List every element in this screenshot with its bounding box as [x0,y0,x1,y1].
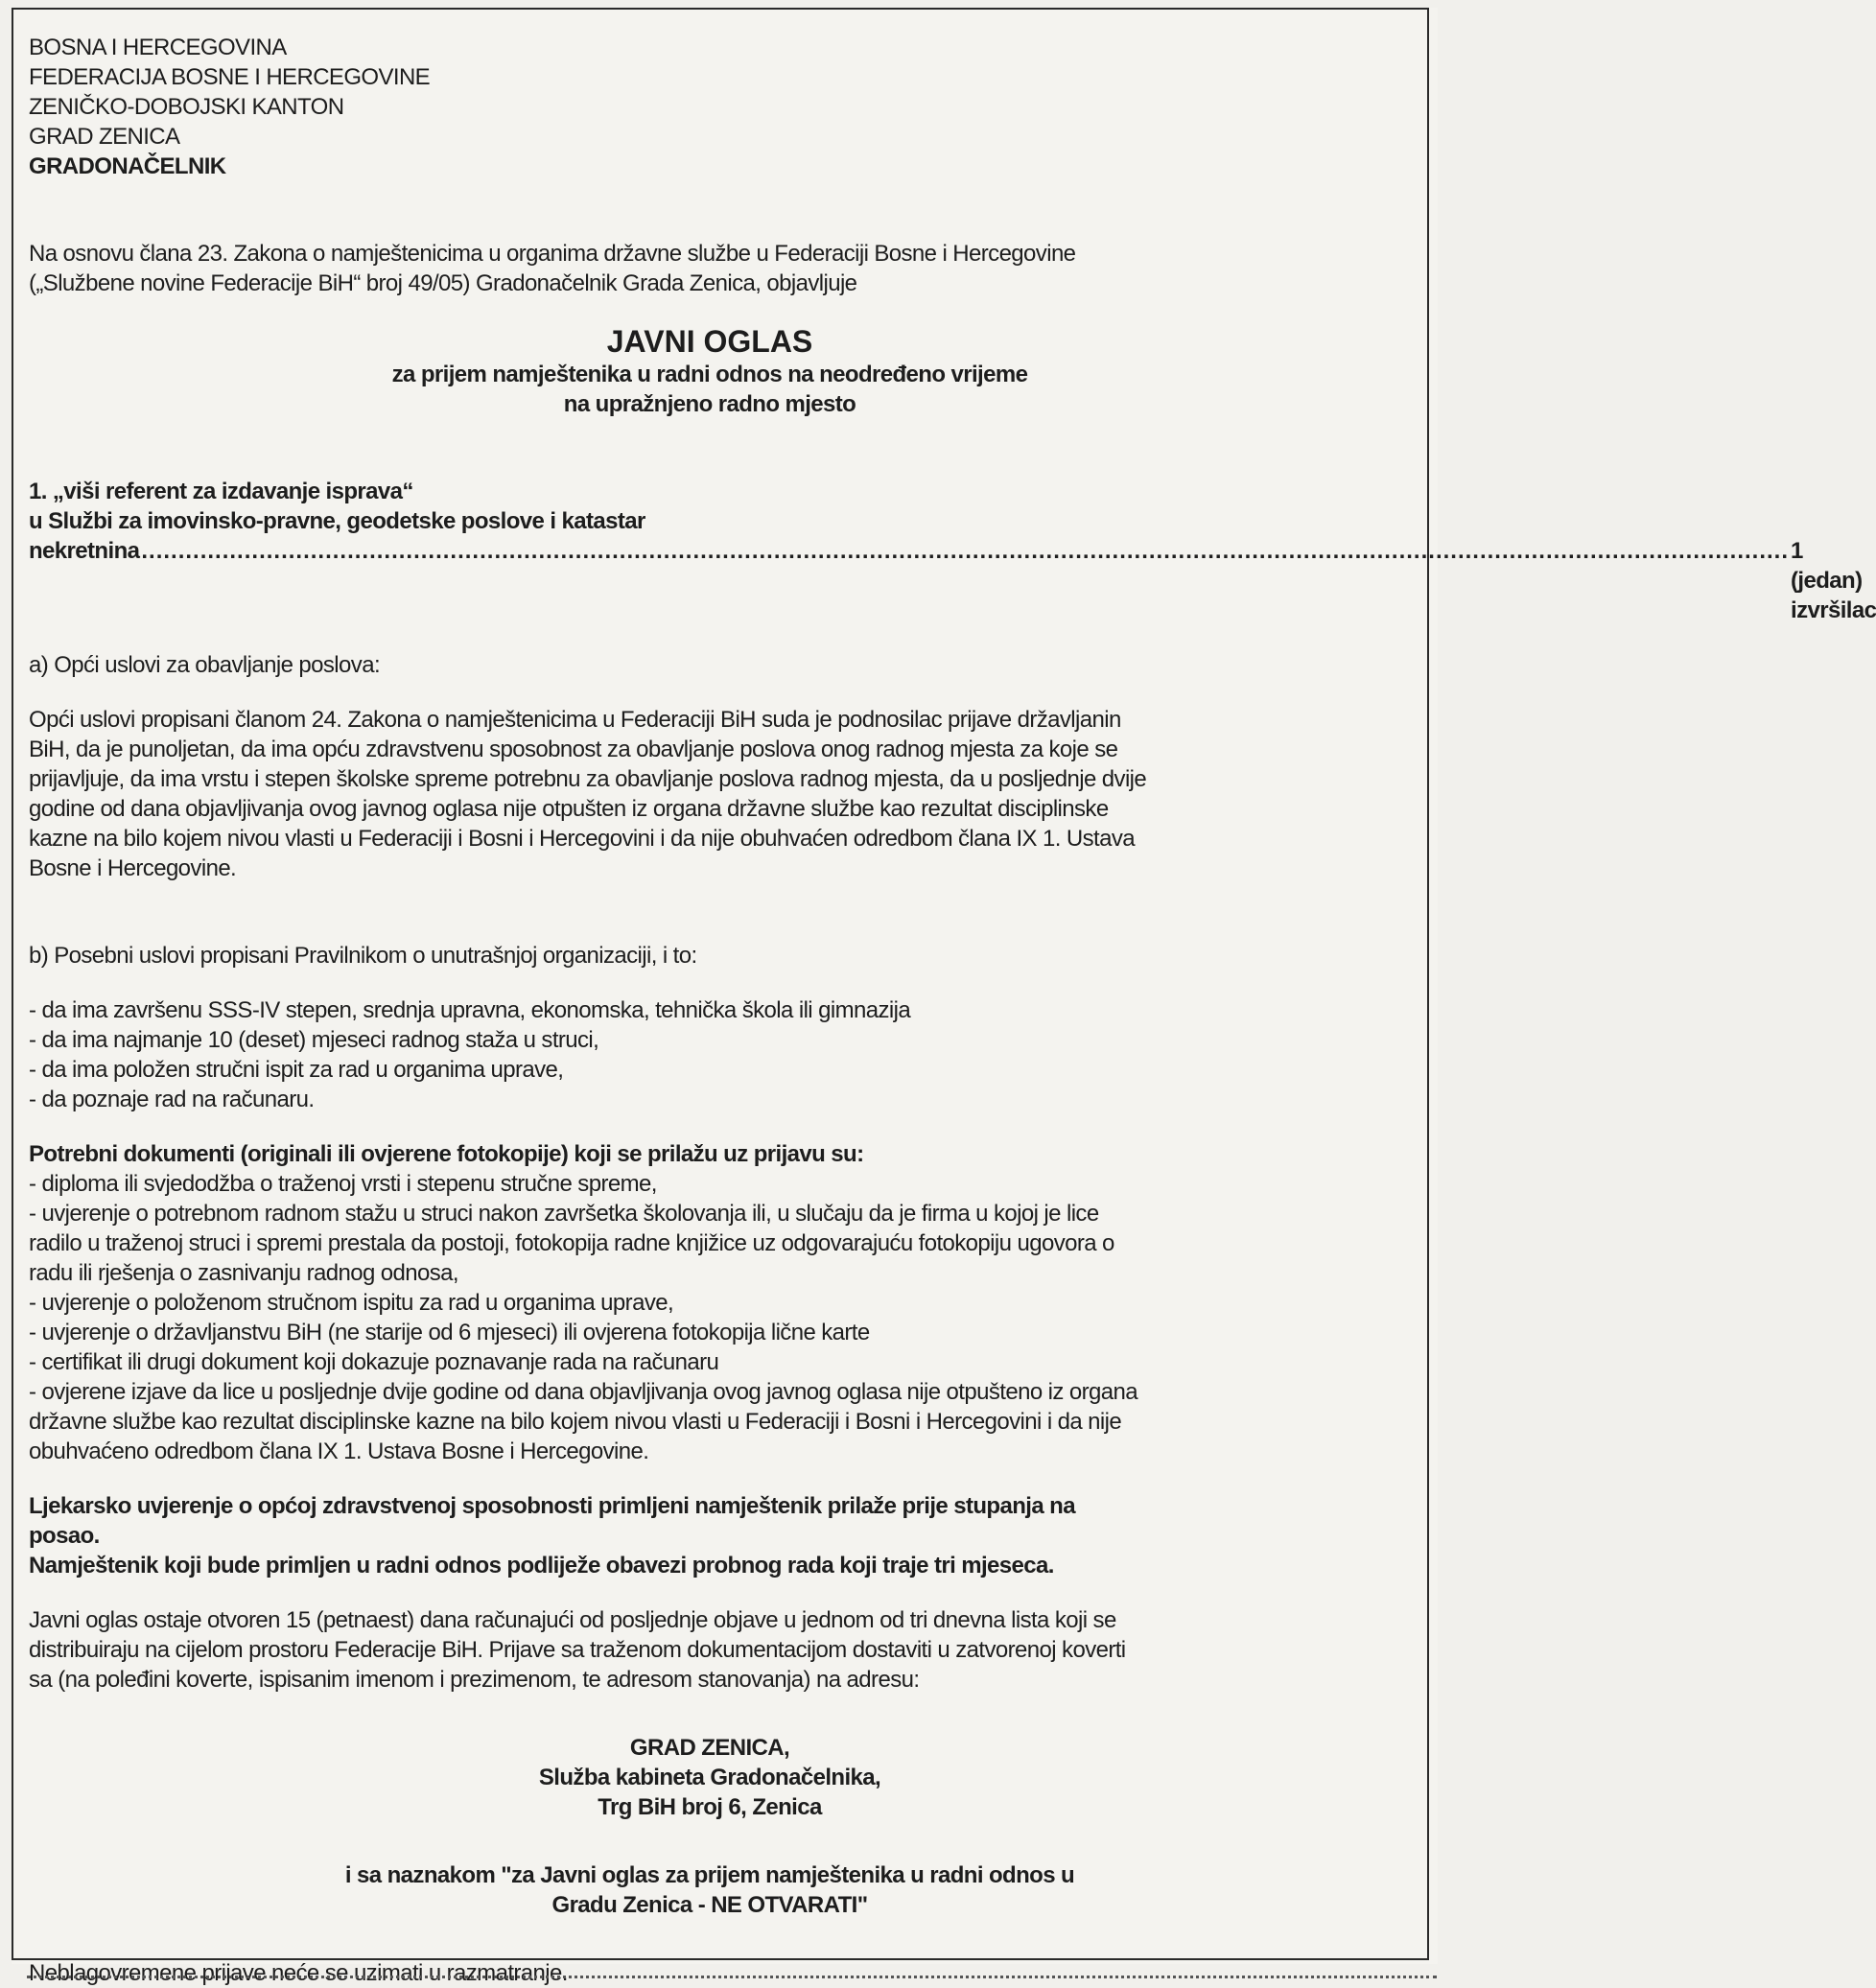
public-notice-box [12,8,1876,1986]
section-a-line: Bosne i Hercegovine. [29,855,237,881]
cut-line-divider [27,1976,1437,1978]
documents-line: državne službe kao rezultat disciplinske kazne na bilo kojem nivou vlasti u Federaciji i Bosni i Hercegovini i da nije [29,1409,1122,1435]
documents-heading: Potrebni dokumenti (originali ili ovjerene fotokopije) koji se prilažu uz prijavu su: [29,1141,864,1167]
address-line: GRAD ZENICA, [629,1735,790,1761]
subtitle-line: za prijem namještenika u radni odnos na neodređeno vrijeme [391,362,1028,387]
intro-paragraph [29,239,1391,298]
documents-line: - uvjerenje o potrebnom radnom stažu u struci nakon završetka školovanja ili, u slučaju da je firma u kojoj je lice [29,1201,1099,1227]
documents-line: - uvjerenje o državljanstvu BiH (ne starije od 6 mjeseci) ili ovjerena fotokopija lične karte [29,1320,870,1345]
intro-line: („Službene novine Federacije BiH“ broj 49/05) Gradonačelnik Grada Zenica, objavljuje [29,270,857,296]
notice-title: JAVNI OGLAS [606,324,813,359]
documents-line: radu ili rješenja o zasnivanju radnog odnosa, [29,1260,458,1286]
section-a-paragraph [29,705,1391,883]
position-line: 1. „viši referent za izdavanje isprava“ [29,479,413,504]
header-office: GRADONAČELNIK [29,153,226,179]
envelope-marking [29,1860,1391,1920]
address-line: Služba kabineta Gradonačelnika, [538,1765,881,1790]
list-item: - da ima položen stručni ispit za rad u organima uprave, [29,1057,564,1083]
position-vacancy-row [29,536,1876,625]
marking-line: i sa naznakom "za Javni oglas za prijem namještenika u radni odnos u [344,1862,1075,1888]
documents-section [29,1139,1391,1466]
documents-line: - certifikat ili drugi dokument koji dokazuje poznavanje rada na računaru [29,1349,719,1375]
section-b-list [29,995,1391,1114]
header-line: ZENIČKO-DOBOJSKI KANTON [29,94,344,120]
closing-line: sa (na poleđini koverte, ispisanim imenom i prezimenom, te adresom stanovanja) na adresu: [29,1667,920,1693]
issuer-header [29,33,1391,181]
position-line-left: nekretnina [29,538,140,564]
marking-line: Gradu Zenica - NE OTVARATI" [551,1892,868,1918]
note-line: Ljekarsko uvjerenje o općoj zdravstvenoj sposobnosti primljeni namještenik prilaže prije stupanja na [29,1493,1075,1519]
newspaper-page [12,8,1876,1986]
notice-subtitle [29,360,1391,419]
important-notes [29,1491,1391,1580]
footer-note: Neblagovremene prijave neće se uzimati u razmatranje. [29,1960,568,1986]
section-a-heading: a) Opći uslovi za obavljanje poslova: [29,652,381,678]
note-line: posao. [29,1523,100,1549]
intro-line: Na osnovu člana 23. Zakona o namještenicima u organima državne službe u Federaciji Bosne i Hercegovine [29,241,1076,267]
closing-paragraph [29,1605,1391,1695]
header-line: BOSNA I HERCEGOVINA [29,35,287,60]
header-line: GRAD ZENICA [29,124,180,150]
section-a-line: kazne na bilo kojem nivou vlasti u Federaciji i Bosni i Hercegovini i da nije obuhvaćen odredbom člana IX 1. Ustava [29,826,1135,852]
section-a-line: Opći uslovi propisani članom 24. Zakona o namještenicima u Federaciji BiH suda je podnosilac prijave državljanin [29,707,1121,733]
position-count: 1 (jedan) izvršilac [1791,538,1876,623]
subtitle-line: na upražnjeno radno mjesto [563,391,856,417]
closing-line: distribuiraju na cijelom prostoru Federacije BiH. Prijave sa traženom dokumentacijom dostaviti u zatvorenoj koverti [29,1637,1126,1663]
documents-line: - diploma ili svjedodžba o traženoj vrsti i stepenu stručne spreme, [29,1171,657,1197]
section-a-line: prijavljuje, da ima vrstu i stepen školske spreme potrebnu za obavljanje poslova radnog mjesta, da u posljednje dvije [29,766,1147,792]
note-line: Namještenik koji bude primljen u radni odnos podliježe obavezi probnog rada koji traje tri mjeseca. [29,1553,1054,1579]
list-item: - da poznaje rad na računaru. [29,1087,315,1112]
documents-line: - ovjerene izjave da lice u posljednje dvije godine od dana objavljivanja ovog javnog oglasa nije otpušteno iz organa [29,1379,1137,1405]
position-title [29,477,1876,625]
notice-content [29,33,1876,1988]
address-line: Trg BiH broj 6, Zenica [598,1794,822,1820]
mailing-address [29,1733,1391,1822]
documents-line: radilo u traženoj struci i spremi prestala da postoji, fotokopija radne knjižice uz odgovarajuću fotokopiju ugovora o [29,1230,1114,1256]
closing-line: Javni oglas ostaje otvoren 15 (petnaest) dana računajući od posljednje objave u jednom od tri dnevna lista koji se [29,1607,1116,1633]
documents-line: obuhvaćeno odredbom člana IX 1. Ustava Bosne i Hercegovine. [29,1438,649,1464]
list-item: - da ima završenu SSS-IV stepen, srednja upravna, ekonomska, tehnička škola ili gimnazija [29,997,911,1023]
header-line: FEDERACIJA BOSNE I HERCEGOVINE [29,64,431,90]
position-line: u Službi za imovinsko-pravne, geodetske poslove i katastar [29,508,645,534]
section-b-heading: b) Posebni uslovi propisani Pravilnikom o unutrašnjoj organizaciji, i to: [29,943,697,969]
list-item: - da ima najmanje 10 (deset) mjeseci radnog staža u struci, [29,1027,599,1053]
section-a-line: godine od dana objavljivanja ovog javnog oglasa nije otpušten iz organa državne službe kao rezultat disciplinske [29,796,1109,822]
documents-line: - uvjerenje o položenom stručnom ispitu za rad u organima uprave, [29,1290,674,1316]
section-a-line: BiH, da je punoljetan, da ima opću zdravstvenu sposobnost za obavljanje poslova onog radnog mjesta za koje se [29,737,1118,762]
dot-leader: ................................................................................................................................................................................................................................ [141,538,1789,564]
